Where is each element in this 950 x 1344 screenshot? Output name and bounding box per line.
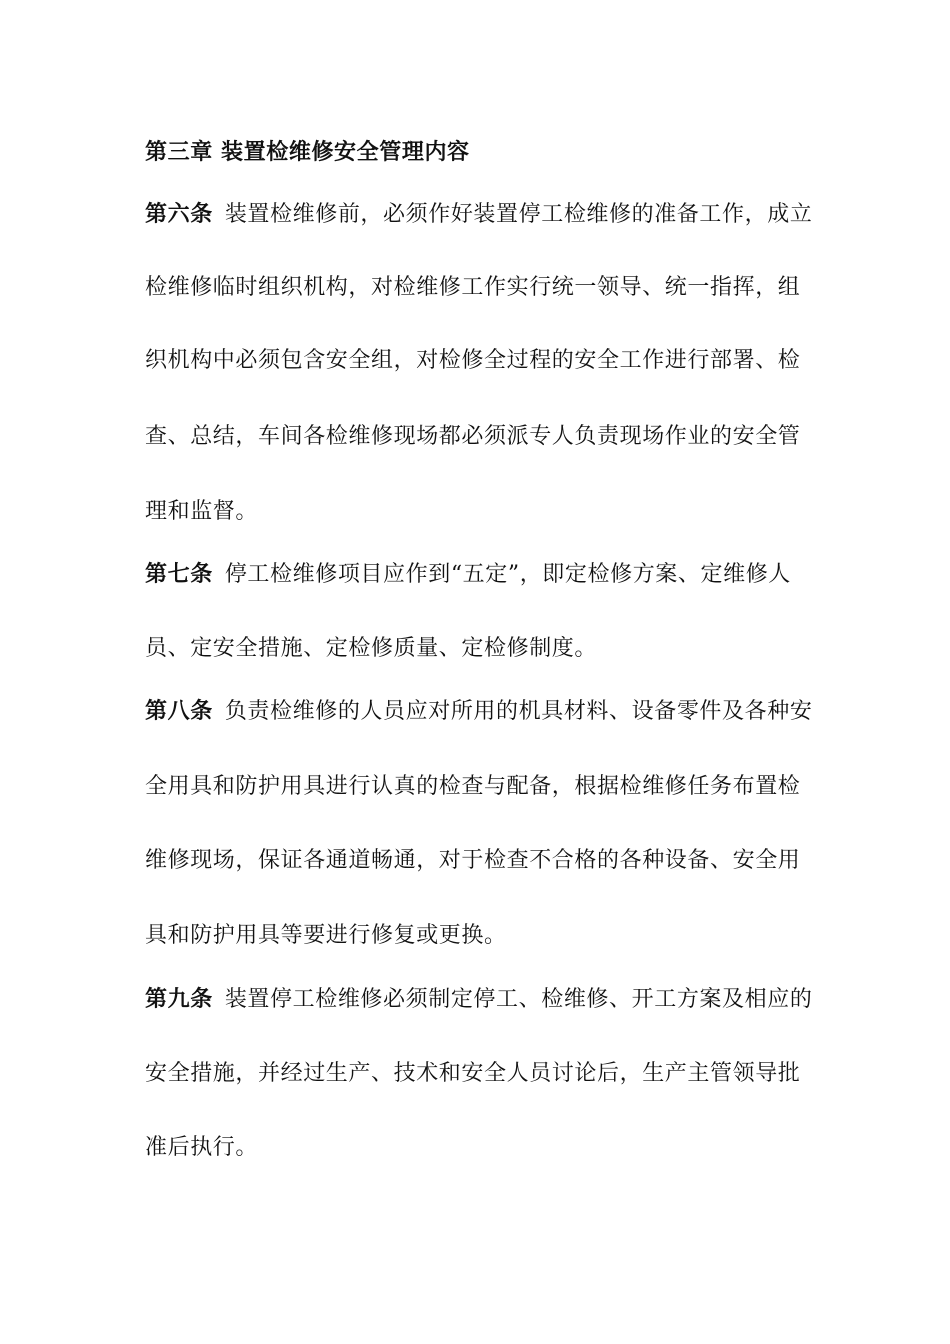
article-9-text-1: 装置停工检维修必须制定停工、检维修、开工方案及相应的 [224,987,813,1012]
article-8-label: 第八条 [145,699,213,724]
article-6-line-5: 理和监督。 [145,499,259,524]
article-8-line-1 [145,697,815,727]
article-6-text-1: 装置检维修前，必须作好装置停工检维修的准备工作，成立 [224,202,813,227]
article-9-label: 第九条 [145,987,213,1012]
article-9-line-1 [145,985,815,1015]
article-6-label: 第六条 [145,202,213,227]
article-6-line-2: 检维修临时组织机构，对检维修工作实行统一领导、统一指挥，组 [145,275,801,300]
article-9-line-2: 安全措施，并经过生产、技术和安全人员讨论后，生产主管领导批 [145,1061,801,1086]
article-7-text-1: 停工检维修项目应作到“五定”，即定检修方案、定维修人 [224,562,791,587]
article-7-label: 第七条 [145,562,213,587]
article-8-text-1: 负责检维修的人员应对所用的机具材料、设备零件及各种安 [224,699,813,724]
chapter-title: 第三章 装置检维修安全管理内容 [145,140,470,165]
article-7-line-2: 员、定安全措施、定检修质量、定检修制度。 [145,636,598,661]
article-7-line-1 [145,560,815,590]
article-8-line-4: 具和防护用具等要进行修复或更换。 [145,923,507,948]
article-6-line-1 [145,200,815,230]
article-9-line-3: 准后执行。 [145,1135,259,1160]
article-6-line-4: 查、总结，车间各检维修现场都必须派专人负责现场作业的安全管 [145,424,801,449]
article-8-line-2: 全用具和防护用具进行认真的检查与配备，根据检维修任务布置检 [145,774,801,799]
article-8-line-3: 维修现场，保证各通道畅通，对于检查不合格的各种设备、安全用 [145,848,801,873]
article-6-line-3: 织机构中必须包含安全组，对检修全过程的安全工作进行部署、检 [145,348,801,373]
